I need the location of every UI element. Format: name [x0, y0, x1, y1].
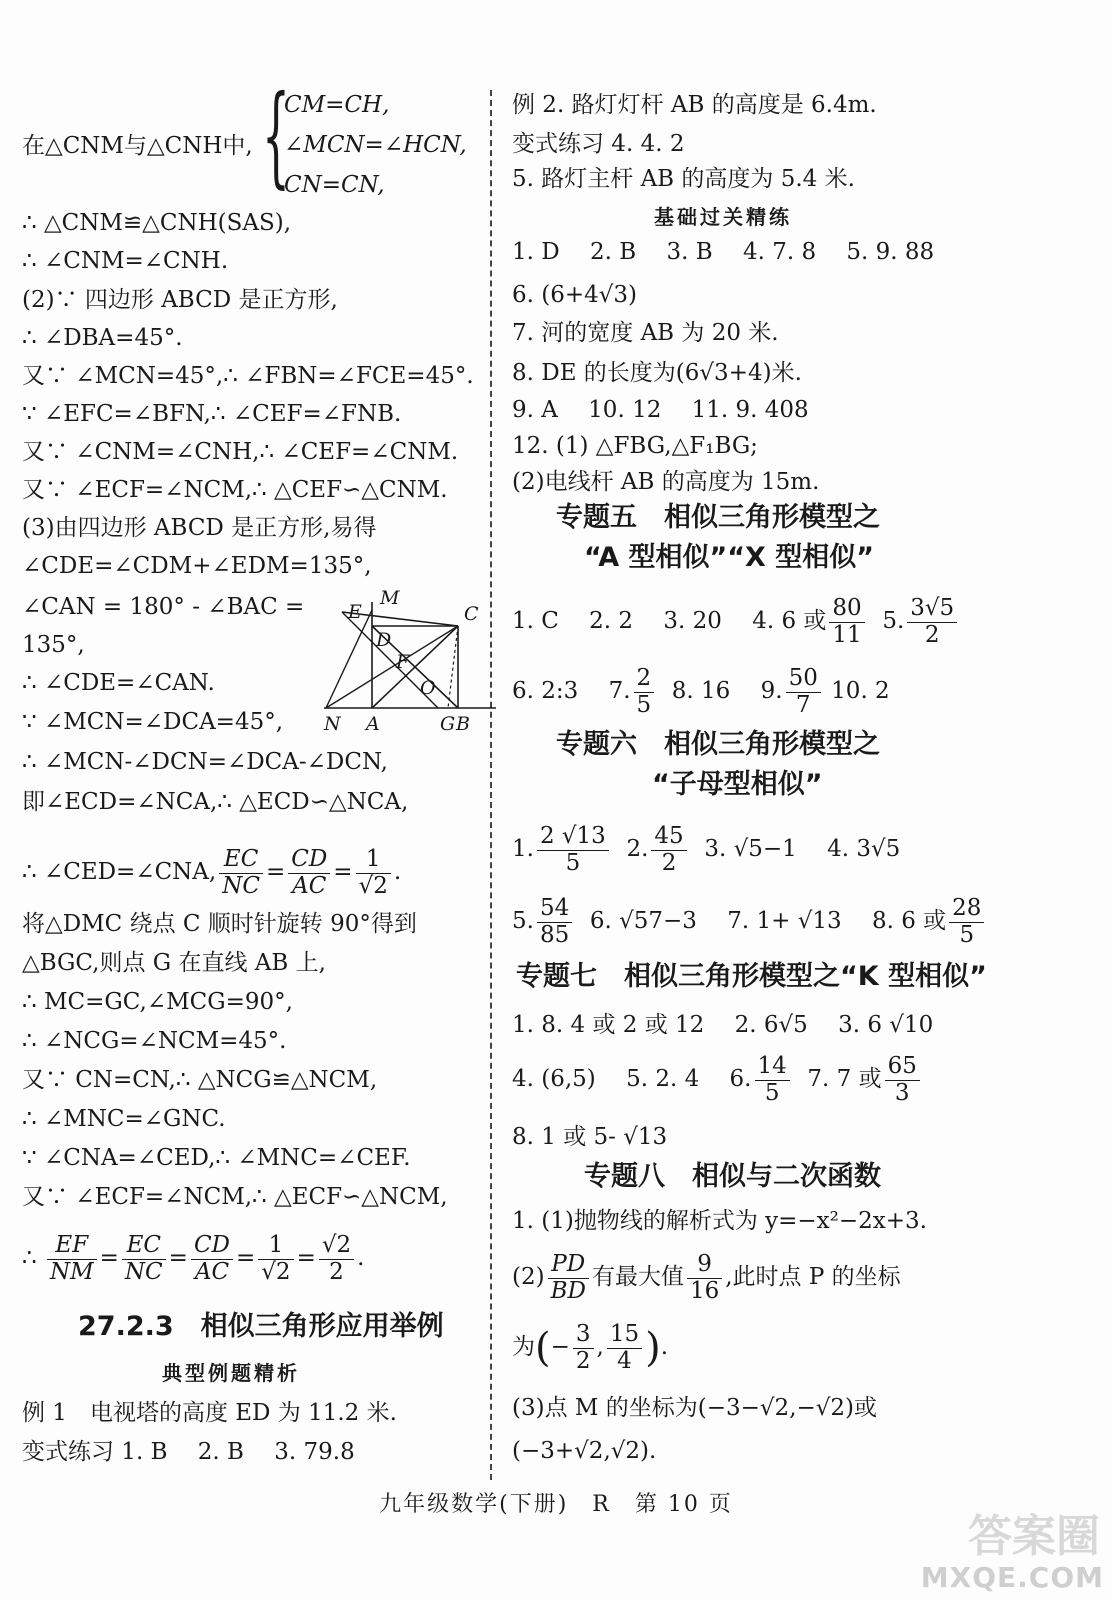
- answer-text: 6. 2:3 7.: [512, 678, 631, 704]
- proof-line: ∠CDE=∠CDM+∠EDM=135°,: [22, 553, 372, 579]
- topic-title: 专题七 相似三角形模型之“K 型相似”: [516, 961, 987, 992]
- proof-line: 又∵ ∠MCN=45°,∴ ∠FBN=∠FCE=45°.: [22, 363, 474, 389]
- figure-label: C: [464, 603, 479, 625]
- fraction: [786, 666, 821, 718]
- denominator: 16: [689, 1277, 720, 1304]
- proof-line: ∴ MC=GC,∠MCG=90°,: [22, 989, 293, 1015]
- proof-line: ∴ ∠CNM=∠CNH.: [22, 248, 229, 274]
- denominator: NM: [49, 1258, 94, 1285]
- denominator: NC: [124, 1258, 163, 1285]
- figure-label: G: [440, 713, 456, 735]
- denominator: 2: [924, 621, 940, 648]
- fraction: [607, 1322, 642, 1374]
- section-title: 27.2.3 相似三角形应用举例: [78, 1311, 444, 1342]
- answer-line: [512, 590, 960, 652]
- proof-line: ∠CAN = 180° - ∠BAC =: [22, 594, 305, 620]
- topic-title: “A 型相似”“X 型相似”: [584, 542, 875, 573]
- fraction: [219, 847, 263, 899]
- numerator: 1: [258, 1233, 293, 1259]
- paren-open: (: [535, 1325, 551, 1371]
- denominator: 5: [636, 691, 652, 718]
- denominator: BD: [550, 1277, 586, 1304]
- fraction: [687, 1252, 722, 1304]
- answer-line: (2)电线杆 AB 的高度为 15m.: [512, 469, 820, 495]
- denominator: AC: [292, 872, 327, 899]
- proof-line: ∴ ∠CDE=∠CAN.: [22, 670, 215, 696]
- figure-label: O: [420, 677, 436, 699]
- fraction: [829, 596, 864, 648]
- fraction: [651, 824, 686, 876]
- subsection-title: 典型例题精析: [162, 1361, 300, 1385]
- answer-line: 5. 路灯主杆 AB 的高度为 5.4 米.: [512, 166, 855, 192]
- answer-line: [512, 890, 987, 952]
- ratio-prefix: ∴ ∠CED=∠CNA,: [22, 859, 217, 885]
- watermark: [894, 1500, 1104, 1596]
- answer-line: (−3+√2,√2).: [512, 1438, 657, 1464]
- answer-text: 2.: [626, 836, 649, 862]
- therefore-symbol: ∴: [22, 1245, 37, 1271]
- answer-text: (2): [512, 1264, 545, 1290]
- subsection-title: 基础过关精练: [654, 205, 792, 229]
- numerator: 28: [949, 896, 984, 922]
- proof-line: 又∵ CN=CN,∴ △NCG≌△NCM,: [22, 1067, 378, 1093]
- fraction: [356, 847, 391, 899]
- proof-line: ∴ ∠MCN-∠DCN=∠DCA-∠DCN,: [22, 749, 388, 775]
- answer-line: 9. A 10. 12 11. 9. 408: [512, 397, 809, 423]
- topic-title: “子母型相似”: [652, 769, 823, 800]
- exercise-line: 变式练习 1. B 2. B 3. 79.8: [22, 1439, 355, 1465]
- numerator: EC: [122, 1233, 166, 1259]
- numerator: √2: [319, 1233, 354, 1259]
- answer-line: [512, 1048, 923, 1110]
- numerator: 45: [651, 824, 686, 850]
- figure-label: B: [456, 713, 470, 735]
- watermark-logo: 答案圈: [968, 1511, 1100, 1562]
- fraction: [755, 1054, 790, 1106]
- figure-label: D: [376, 629, 392, 651]
- answer-text: ,此时点 P 的坐标: [725, 1264, 901, 1290]
- proof-line: △BGC,则点 G 在直线 AB 上,: [22, 950, 326, 976]
- proof-line: ∴ △CNM≌△CNH(SAS),: [22, 210, 292, 236]
- numerator: 2 √13: [537, 824, 609, 850]
- numerator: 65: [885, 1054, 920, 1080]
- answer-line: 为(− $\frac{3}{2}$ , $\frac{15}{4}$ ).: [512, 1321, 669, 1374]
- fraction: [47, 1233, 97, 1285]
- denominator: 2: [575, 1347, 591, 1374]
- numerator: 1: [356, 847, 391, 873]
- paren-close: ): [645, 1325, 661, 1371]
- answer-line: 1. (1)抛物线的解析式为 y=−x²−2x+3.: [512, 1208, 927, 1234]
- answer-line: (3)点 M 的坐标为(−3−√2,−√2)或: [512, 1395, 878, 1421]
- numerator: EF: [47, 1233, 97, 1259]
- answer-line: 1. 8. 4 或 2 或 12 2. 6√5 3. 6 √10: [512, 1012, 934, 1038]
- example-line: 例 1 电视塔的高度 ED 为 11.2 米.: [22, 1400, 397, 1426]
- fraction: [949, 896, 984, 948]
- numerator: CD: [191, 1233, 233, 1259]
- fraction: [288, 847, 330, 899]
- proof-line: ∵ ∠EFC=∠BFN,∴ ∠CEF=∠FNB.: [22, 401, 402, 427]
- proof-line: 135°,: [22, 632, 85, 658]
- figure-label: M: [380, 590, 400, 609]
- denominator: 3: [894, 1079, 910, 1106]
- denominator: 11: [832, 621, 862, 648]
- fraction: [258, 1233, 293, 1285]
- topic-title: 专题五 相似三角形模型之: [556, 502, 880, 533]
- proof-line: 即∠ECD=∠NCA,∴ △ECD∽△NCA,: [22, 789, 409, 815]
- figure-label: E: [348, 601, 362, 623]
- proof-line: 将△DMC 绕点 C 顺时针旋转 90°得到: [22, 911, 417, 937]
- system-line: ∠MCN=∠HCN,: [284, 132, 467, 158]
- answer-line: 例 2. 路灯灯杆 AB 的高度是 6.4m.: [512, 92, 877, 118]
- fraction: [573, 1322, 594, 1374]
- watermark-url: MXQE.COM: [920, 1561, 1104, 1594]
- system-brace: {: [262, 71, 290, 199]
- answer-text: 1. C 2. 2 3. 20 4. 6 或: [512, 608, 827, 634]
- answer-text: 6. √57−3 7. 1+ √13 8. 6 或: [589, 908, 947, 934]
- system-line: CN=CN,: [284, 172, 385, 198]
- answer-line: [512, 818, 900, 880]
- proof-line: (2)∵ 四边形 ABCD 是正方形,: [22, 287, 338, 313]
- fraction: [548, 1252, 589, 1304]
- topic-title: 专题六 相似三角形模型之: [556, 729, 880, 760]
- denominator: 4: [617, 1347, 632, 1374]
- answer-text: 8. 16 9.: [671, 678, 783, 704]
- ratio-line-2: ∴ $\frac{EF}{NM}$ = $\frac{EC}{NC}$ = $\frac{CD}{AC}$ = $\frac{1}{√2}$ = $\frac{√2}{2}$ .: [22, 1232, 365, 1285]
- denominator: 2: [661, 849, 677, 876]
- page-footer: 九年级数学(下册) R 第 10 页: [379, 1492, 733, 1517]
- numerator: 54: [537, 896, 572, 922]
- proof-line: ∴ ∠DBA=45°.: [22, 325, 183, 351]
- denominator: 7: [795, 691, 811, 718]
- proof-line: 又∵ ∠ECF=∠NCM,∴ △ECF∽△NCM,: [22, 1184, 448, 1210]
- figure-label: F: [396, 651, 410, 673]
- figure-label: A: [366, 713, 380, 735]
- topic-title: 专题八 相似与二次函数: [584, 1161, 881, 1192]
- answer-text: 4. (6,5) 5. 2. 4 6.: [512, 1066, 752, 1092]
- system-line: CM=CH,: [284, 92, 390, 118]
- answer-line: 7. 河的宽度 AB 为 20 米.: [512, 320, 779, 346]
- figure-label: N: [324, 713, 341, 735]
- denominator: 85: [539, 921, 570, 948]
- fraction: [191, 1233, 233, 1285]
- denominator: 5: [764, 1079, 780, 1106]
- numerator: 14: [755, 1054, 790, 1080]
- denominator: 5: [959, 921, 975, 948]
- answer-text: 10. 2: [831, 678, 890, 704]
- answer-text: 为: [512, 1334, 535, 1360]
- geometry-figure: [320, 590, 500, 740]
- denominator: √2: [358, 872, 388, 899]
- numerator: 15: [607, 1322, 642, 1348]
- answer-line: 变式练习 4. 4. 2: [512, 131, 685, 157]
- denominator: √2: [261, 1258, 291, 1285]
- system-prefix: 在△CNM与△CNH中,: [22, 133, 253, 159]
- answer-text: 7. 7 或: [807, 1066, 882, 1092]
- numerator: EC: [219, 847, 263, 873]
- fraction: [537, 896, 572, 948]
- answer-line: 8. DE 的长度为(6√3+4)米.: [512, 360, 802, 386]
- fraction: [634, 666, 655, 718]
- answer-text: 5.: [882, 608, 905, 634]
- denominator: 2: [329, 1258, 344, 1285]
- answer-text: 1.: [512, 836, 534, 862]
- numerator: CD: [288, 847, 330, 873]
- answer-line: 6. (6+4√3): [512, 282, 638, 308]
- numerator: 3√5: [907, 596, 957, 622]
- answer-line: [512, 1246, 901, 1308]
- denominator: AC: [194, 1258, 230, 1285]
- numerator: 80: [829, 596, 864, 622]
- answer-line: 12. (1) △FBG,△F₁BG;: [512, 433, 758, 459]
- numerator: 2: [634, 666, 655, 692]
- proof-line: ∴ ∠MNC=∠GNC.: [22, 1106, 226, 1132]
- answer-line: [512, 660, 890, 722]
- answer-text: 3. √5−1 4. 3√5: [704, 836, 901, 862]
- answer-text: 有最大值: [591, 1264, 684, 1290]
- ratio-line-1: ∴ ∠CED=∠CNA, $\frac{EC}{NC}$ = $\frac{CD}{AC}$ = $\frac{1}{√2}$ .: [22, 846, 402, 899]
- fraction: [319, 1233, 354, 1285]
- numerator: 9: [687, 1252, 722, 1278]
- fraction: [885, 1054, 920, 1106]
- fraction: [907, 596, 957, 648]
- proof-line: ∵ ∠CNA=∠CED,∴ ∠MNC=∠CEF.: [22, 1145, 411, 1171]
- proof-line: (3)由四边形 ABCD 是正方形,易得: [22, 515, 377, 541]
- numerator: 50: [786, 666, 821, 692]
- column-divider: [490, 90, 494, 1480]
- answer-line: 8. 1 或 5- √13: [512, 1124, 668, 1150]
- proof-line: ∵ ∠MCN=∠DCA=45°,: [22, 709, 284, 735]
- denominator: 5: [565, 849, 581, 876]
- fraction: [122, 1233, 166, 1285]
- proof-line: 又∵ ∠CNM=∠CNH,∴ ∠CEF=∠CNM.: [22, 439, 459, 465]
- proof-line: ∴ ∠NCG=∠NCM=45°.: [22, 1028, 287, 1054]
- numerator: PD: [548, 1252, 589, 1278]
- fraction: [537, 824, 609, 876]
- answer-line: 1. D 2. B 3. B 4. 7. 8 5. 9. 88: [512, 239, 935, 265]
- proof-line: 又∵ ∠ECF=∠NCM,∴ △CEF∽△CNM.: [22, 477, 448, 503]
- numerator: 3: [573, 1322, 594, 1348]
- denominator: NC: [222, 872, 260, 899]
- answer-text: 5.: [512, 908, 534, 934]
